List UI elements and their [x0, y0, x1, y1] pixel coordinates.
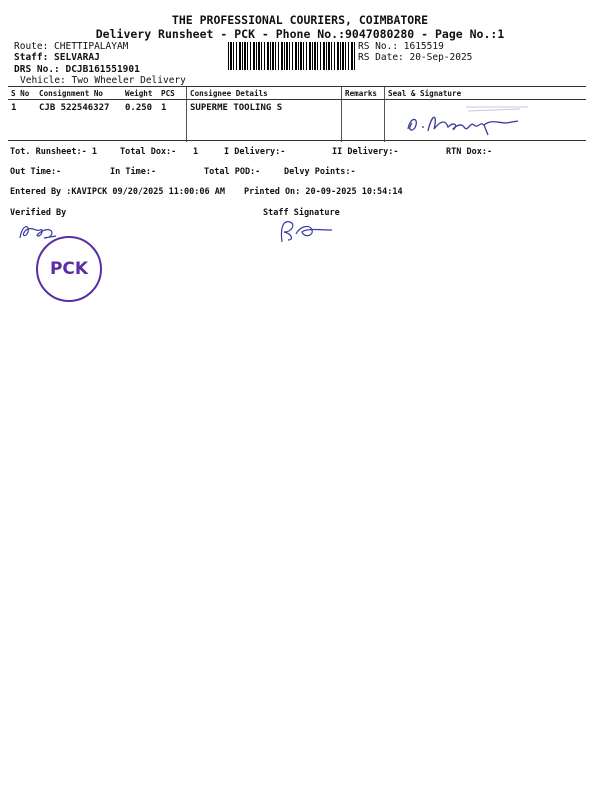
- cell-pcs: 1: [161, 103, 167, 113]
- col-sno: S No: [8, 87, 36, 100]
- cell-weight: 0.250: [125, 103, 153, 113]
- cell-remarks: [342, 100, 385, 143]
- rs-number: RS No.: 1615519: [358, 41, 444, 52]
- drs-number: DRS No.: DCJB161551901: [14, 64, 140, 75]
- cell-seal: [385, 100, 587, 143]
- col-consignment: Consignment No: [36, 87, 122, 100]
- rtn-dox: RTN Dox:-: [446, 147, 493, 157]
- col-consignee: Consignee Details: [187, 87, 342, 100]
- verified-by-label: Verified By: [10, 208, 67, 218]
- company-title: THE PROFESSIONAL COURIERS, COIMBATORE: [171, 13, 429, 27]
- vehicle-label: Vehicle: Two Wheeler Delivery: [20, 75, 186, 86]
- col-pcs: PCS: [158, 87, 187, 100]
- table-header-row: [8, 87, 586, 100]
- in-time: In Time:-: [110, 167, 157, 177]
- tot-runsheet: Tot. Runsheet:- 1: [10, 147, 97, 157]
- col-weight: Weight: [122, 87, 158, 100]
- runsheet-table: [8, 86, 586, 142]
- table-bottom-rule: [8, 140, 586, 141]
- receiver-signature-icon: [388, 103, 548, 139]
- table-row: [8, 100, 586, 143]
- cell-sno: 1: [11, 103, 17, 113]
- barcode-image: [228, 42, 356, 70]
- cell-consignee: SUPERME TOOLING S: [187, 100, 342, 143]
- rs-date: RS Date: 20-Sep-2025: [358, 52, 473, 63]
- i-delivery: I Delivery:-: [224, 147, 286, 157]
- runsheet-subtitle: Delivery Runsheet - PCK - Phone No.:9047080280 - Page No.:1: [95, 27, 505, 41]
- col-seal: Seal & Signature: [385, 87, 587, 100]
- route-label: Route: CHETTIPALAYAM: [14, 41, 129, 52]
- entered-by: Entered By :KAVIPCK 09/20/2025 11:00:06 AM: [10, 187, 225, 197]
- staff-signature-label: Staff Signature: [263, 208, 340, 218]
- cell-consignment: CJB 522546327: [39, 103, 110, 113]
- staff-label: Staff: SELVARAJ: [14, 52, 100, 63]
- total-dox-label: Total Dox:-: [120, 147, 177, 157]
- delvy-points: Delvy Points:-: [284, 167, 356, 177]
- printed-on: Printed On: 20-09-2025 10:54:14: [244, 187, 403, 197]
- total-dox-value: 1: [193, 147, 199, 157]
- total-pod: Total POD:-: [204, 167, 261, 177]
- ii-delivery: II Delivery:-: [332, 147, 399, 157]
- col-remarks: Remarks: [342, 87, 385, 100]
- pck-stamp: PCK: [36, 236, 102, 302]
- out-time: Out Time:-: [10, 167, 62, 177]
- staff-signature-icon: [272, 216, 342, 246]
